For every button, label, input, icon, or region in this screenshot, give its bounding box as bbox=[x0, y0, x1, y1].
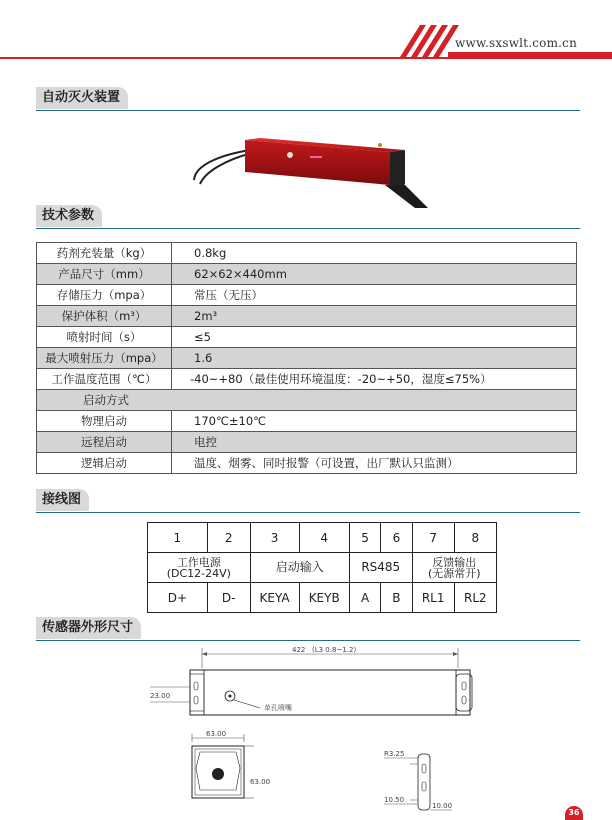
spec-value: 0.8kg bbox=[172, 243, 577, 264]
section-title-wiring: 接线图 bbox=[36, 489, 89, 511]
header-accent-bar bbox=[448, 52, 612, 57]
header-rule bbox=[0, 57, 612, 59]
pin-group bbox=[349, 553, 412, 583]
pin-group-note: (无源常开) bbox=[428, 566, 481, 580]
pin-signal: D- bbox=[207, 583, 250, 613]
spec-value: -40~+80（最佳使用环境温度：-20~+50，湿度≤75%） bbox=[172, 369, 577, 390]
specs-table bbox=[36, 242, 577, 474]
side-view-drawing bbox=[140, 640, 480, 720]
spec-label: 物理启动 bbox=[37, 411, 172, 432]
spec-label: 存储压力（mpa） bbox=[37, 285, 172, 306]
spec-label: 产品尺寸（mm） bbox=[37, 264, 172, 285]
table-row bbox=[37, 369, 577, 390]
section-rule bbox=[36, 512, 580, 513]
spec-value: ≤5 bbox=[172, 327, 577, 348]
product-photo bbox=[190, 120, 430, 220]
table-row bbox=[148, 553, 497, 583]
pin-number: 3 bbox=[250, 523, 299, 553]
pin-signal: RL2 bbox=[454, 583, 496, 613]
spec-label: 启动方式 bbox=[37, 390, 577, 411]
section-rule bbox=[36, 228, 580, 229]
spec-value: 温度、烟雾、同时报警（可设置，出厂默认只监测） bbox=[172, 453, 577, 474]
spec-label: 保护体积（m³） bbox=[37, 306, 172, 327]
table-row bbox=[148, 523, 497, 553]
page-number: 36 bbox=[565, 806, 583, 820]
spec-value: 电控 bbox=[172, 432, 577, 453]
length-dimension: 422 bbox=[292, 646, 306, 654]
pin-number: 7 bbox=[412, 523, 454, 553]
bracket-drawing bbox=[380, 740, 460, 815]
pin-group-name: 反馈输出 bbox=[432, 555, 477, 569]
spec-value: 170℃±10℃ bbox=[172, 411, 577, 432]
pin-group-name: RS485 bbox=[361, 560, 401, 574]
table-row bbox=[37, 390, 577, 411]
pin-group bbox=[412, 553, 496, 583]
pin-number: 8 bbox=[454, 523, 496, 553]
section-width-dimension: 63.00 bbox=[206, 730, 227, 738]
pin-number: 5 bbox=[349, 523, 380, 553]
website-url: www.sxswlt.com.cn bbox=[455, 36, 578, 50]
table-row bbox=[37, 306, 577, 327]
spec-value: 常压（无压） bbox=[172, 285, 577, 306]
table-row bbox=[37, 432, 577, 453]
spec-label: 药剂充装量（kg） bbox=[37, 243, 172, 264]
pin-signal: KEYB bbox=[299, 583, 349, 613]
pin-signal: RL1 bbox=[412, 583, 454, 613]
pin-group-name: 工作电源 bbox=[176, 555, 221, 569]
bracket-radius: R3.25 bbox=[384, 750, 405, 758]
nozzle-label: 单孔喷嘴 bbox=[264, 704, 292, 712]
table-row bbox=[37, 411, 577, 432]
pin-group-note: (DC12-24V) bbox=[166, 566, 231, 580]
spec-value: 62×62×440mm bbox=[172, 264, 577, 285]
pin-signal: KEYA bbox=[250, 583, 299, 613]
spec-label: 工作温度范围（℃） bbox=[37, 369, 172, 390]
pin-group-name: 启动输入 bbox=[275, 560, 324, 574]
table-row bbox=[37, 453, 577, 474]
pin-number: 2 bbox=[207, 523, 250, 553]
spec-label: 逻辑启动 bbox=[37, 453, 172, 474]
spec-label: 最大喷射压力（mpa） bbox=[37, 348, 172, 369]
spec-label: 远程启动 bbox=[37, 432, 172, 453]
spec-value: 1.6 bbox=[172, 348, 577, 369]
wiring-table bbox=[147, 522, 497, 613]
bracket-height: 10.50 bbox=[384, 796, 405, 804]
cross-section-drawing bbox=[186, 728, 276, 808]
bracket-width: 10.00 bbox=[432, 802, 453, 810]
length-note: (L3 0.8~1.2) bbox=[312, 646, 357, 654]
section-title-device: 自动灭火装置 bbox=[36, 87, 128, 109]
pin-group bbox=[250, 553, 349, 583]
section-title-specs: 技术参数 bbox=[36, 205, 102, 227]
pin-signal: B bbox=[381, 583, 412, 613]
spec-label: 喷射时间（s） bbox=[37, 327, 172, 348]
pin-number: 4 bbox=[299, 523, 349, 553]
table-row bbox=[37, 264, 577, 285]
section-height-dimension: 63.00 bbox=[250, 778, 271, 786]
pin-group bbox=[148, 553, 251, 583]
table-row bbox=[37, 285, 577, 306]
pin-signal: A bbox=[349, 583, 380, 613]
spec-value: 2m³ bbox=[172, 306, 577, 327]
pin-number: 1 bbox=[148, 523, 208, 553]
section-title-dimensions: 传感器外形尺寸 bbox=[36, 617, 141, 639]
table-row bbox=[37, 243, 577, 264]
table-row bbox=[37, 348, 577, 369]
section-rule bbox=[36, 110, 580, 111]
table-row bbox=[37, 327, 577, 348]
pin-signal: D+ bbox=[148, 583, 208, 613]
pin-number: 6 bbox=[381, 523, 412, 553]
table-row bbox=[148, 583, 497, 613]
height-dimension: 23.00 bbox=[150, 692, 171, 700]
